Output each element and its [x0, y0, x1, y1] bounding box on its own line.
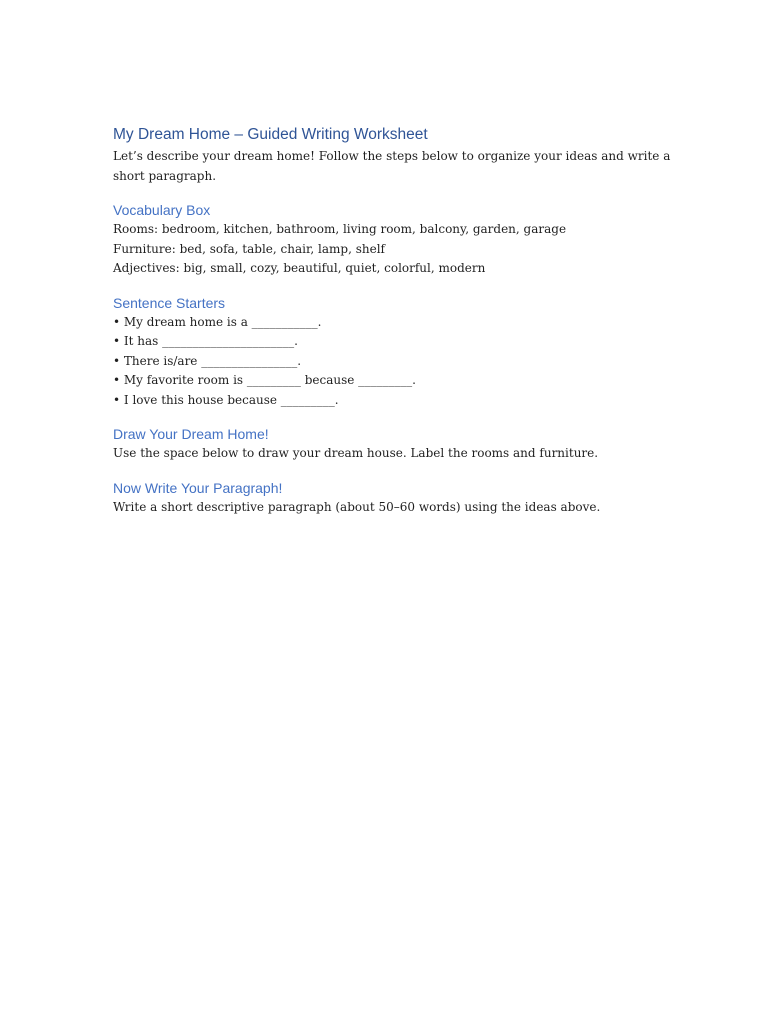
starter-line: • I love this house because _________.: [113, 392, 339, 407]
vocabulary-adjectives: Adjectives: big, small, cozy, beautiful, quiet, colorful, modern: [113, 261, 486, 275]
vocabulary-furniture: Furniture: bed, sofa, table, chair, lamp, shelf: [113, 241, 385, 256]
draw-section: [113, 424, 673, 464]
draw-heading: Draw Your Dream Home!: [113, 426, 269, 442]
write-section: [113, 478, 673, 518]
starters-list: [113, 313, 673, 411]
page-title: My Dream Home – Guided Writing Worksheet: [113, 126, 428, 143]
draw-instructions: Use the space below to draw your dream house. Label the rooms and furniture.: [113, 446, 599, 460]
starter-line: • It has ______________________.: [113, 334, 298, 348]
starters-section: [113, 293, 673, 411]
starter-line: • My favorite room is _________ because _________.: [113, 373, 416, 387]
starters-heading: Sentence Starters: [113, 294, 226, 311]
write-instructions: Write a short descriptive paragraph (about 50–60 words) using the ideas above.: [113, 499, 601, 514]
worksheet-page: [113, 124, 673, 517]
vocabulary-section: [113, 200, 673, 279]
starter-line: • There is/are ________________.: [113, 353, 302, 368]
starter-line: • My dream home is a ___________.: [113, 314, 322, 329]
vocabulary-heading: Vocabulary Box: [113, 202, 211, 218]
intro-paragraph: Let’s describe your dream home! Follow the steps below to organize your ideas and write a short paragraph.: [113, 149, 671, 183]
write-heading: Now Write Your Paragraph!: [113, 479, 283, 496]
vocabulary-rooms: Rooms: bedroom, kitchen, bathroom, living room, balcony, garden, garage: [113, 222, 567, 236]
vocabulary-list: [113, 220, 673, 279]
